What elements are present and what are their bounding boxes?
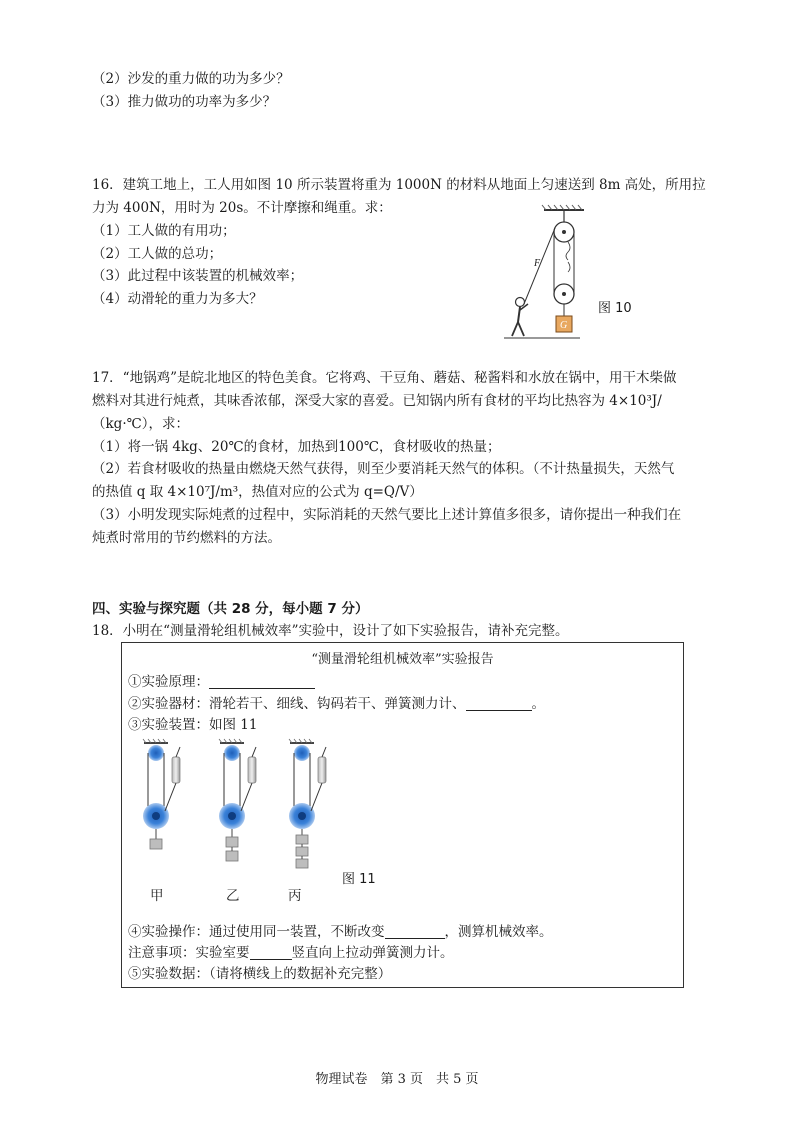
q16-item-1: （1）工人做的有用功；: [92, 223, 236, 239]
figure-10-label: 图 10: [598, 301, 632, 316]
figure-10-pulley-diagram: [500, 204, 610, 344]
note-blank[interactable]: [250, 945, 292, 960]
q18-stem: 18．小明在“测量滑轮组机械效率”实验中，设计了如下实验报告，请补充完整。: [92, 623, 569, 639]
q15-item-3: （3）推力做功的功率为多少？: [92, 94, 277, 110]
report-setup: ③实验装置：如图 11: [128, 717, 258, 733]
report-note: [128, 944, 454, 963]
report-equipment: [128, 695, 545, 714]
q17-line-5: （2）若食材吸收的热量由燃烧天然气获得，则至少要消耗天然气的体积。（不计热量损失，天然气: [92, 461, 675, 477]
note-label: 注意事项：实验室要: [128, 945, 250, 961]
equipment-end: 。: [531, 696, 545, 712]
q17-line-1: 17．“地锅鸡”是皖北地区的特色美食。它将鸡、干豆角、蘑菇、秘酱料和水放在锅中，用干木柴做: [92, 370, 677, 386]
q17-line-2: 燃料对其进行炖煮，其味香浓郁，深受大家的喜爱。已知锅内所有食材的平均比热容为 4×10³J/: [92, 393, 662, 409]
setup-jia: [143, 739, 180, 849]
operation-label: ④实验操作：通过使用同一装置，不断改变: [128, 924, 385, 940]
figure-11-pulley-setups: [136, 739, 356, 879]
report-principle: [128, 673, 315, 692]
q16-item-3: （3）此过程中该装置的机械效率；: [92, 268, 304, 284]
q16-stem-line1: 16．建筑工地上，工人用如图 10 所示装置将重为 1000N 的材料从地面上匀速送到 8m 高处，所用拉: [92, 177, 706, 193]
weight-label: G: [560, 320, 568, 331]
equipment-blank[interactable]: [466, 696, 532, 711]
report-data: ⑤实验数据：（请将横线上的数据补充完整）: [128, 966, 392, 982]
note-end: 竖直向上拉动弹簧测力计。: [291, 945, 454, 961]
q16-stem-line2: 力为 400N，用时为 20s。不计摩擦和绳重。求：: [92, 200, 392, 216]
report-operation: [128, 923, 553, 942]
setup-yi: [219, 739, 256, 861]
q17-line-8: 炖煮时常用的节约燃料的方法。: [92, 530, 281, 546]
principle-label: ①实验原理：: [128, 674, 209, 690]
q15-item-2: （2）沙发的重力做的功为多少？: [92, 71, 290, 87]
figure-11-label-jia: 甲: [150, 888, 164, 904]
principle-blank[interactable]: [209, 674, 315, 689]
force-label: F: [534, 258, 541, 269]
q17-line-6: 的热值 q 取 4×10⁷J/m³，热值对应的公式为 q=Q/V）: [92, 484, 423, 500]
setup-bing: [289, 739, 326, 868]
report-title: “测量滑轮组机械效率”实验报告: [311, 652, 494, 667]
figure-11-label-bing: 丙: [288, 888, 302, 904]
equipment-label: ②实验器材：滑轮若干、细线、钩码若干、弹簧测力计、: [128, 696, 466, 712]
q16-item-4: （4）动滑轮的重力为多大？: [92, 291, 263, 307]
experiment-report-box: [121, 642, 684, 988]
q17-line-4: （1）将一锅 4kg、20℃的食材，加热到100℃，食材吸收的热量；: [92, 439, 501, 455]
q16-item-2: （2）工人做的总功；: [92, 246, 223, 262]
page-footer: 物理试卷 第 3 页 共 5 页: [315, 1072, 479, 1087]
operation-end: ，测算机械效率。: [444, 924, 553, 940]
q17-line-7: （3）小明发现实际炖煮的过程中，实际消耗的天然气要比上述计算值多很多，请你提出一种我们在: [92, 507, 682, 523]
section-4-heading: 四、实验与探究题（共 28 分，每小题 7 分）: [92, 601, 369, 617]
figure-11-caption: 图 11: [342, 872, 376, 887]
q17-line-3: （kg·℃），求：: [92, 416, 189, 432]
figure-11-label-yi: 乙: [226, 888, 240, 904]
operation-blank[interactable]: [385, 924, 445, 939]
